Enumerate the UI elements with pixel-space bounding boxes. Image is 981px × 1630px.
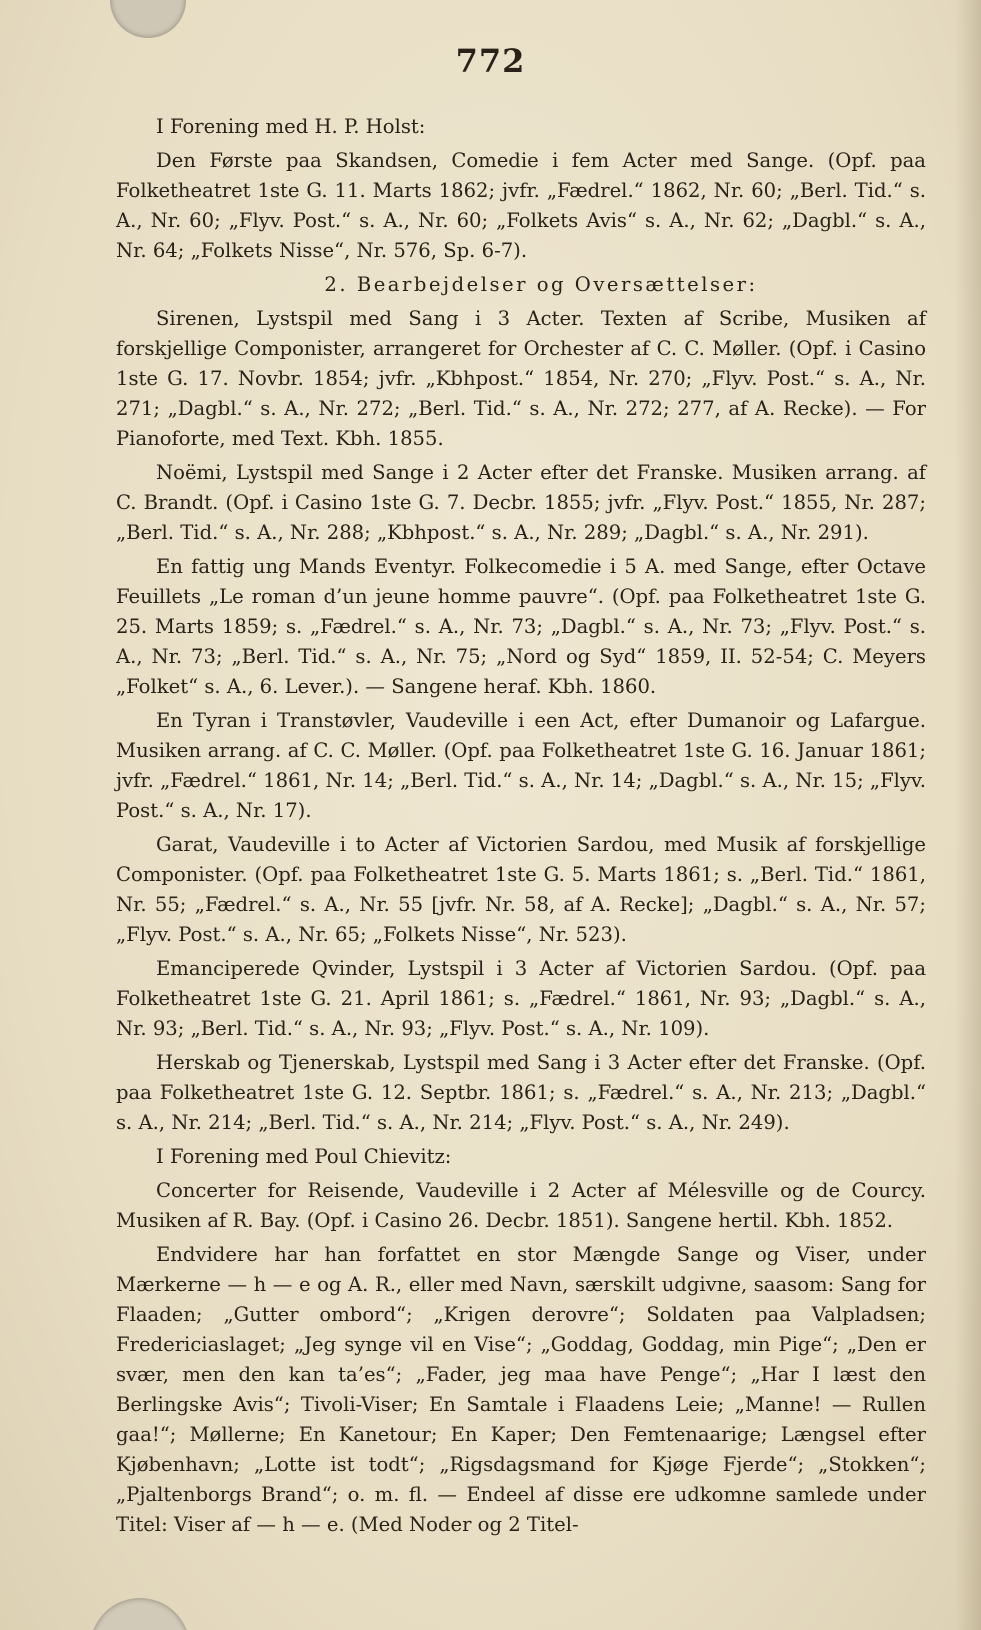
paragraph: Endvidere har han forfattet en stor Mængde Sange og Viser, under Mærkerne — h — e og A. R., eller med Navn, særskilt udgivne, saasom: Sang for Flaaden; „Gutter ombord“; „Krigen derovre“; Soldaten paa Valpladsen; Fredericiaslaget; „Jeg synge vil en Vise“; „Goddag, Goddag, min Pige“; „Den er svær, men den kan ta’es“; „Fader, jeg maa have Penge“; „Har I læst den Berlingske Avis“; Tivoli-Viser; En Samtale i Flaadens Leie; „Manne! — Rullen gaa!“; Møllerne; En Kanetour; En Kaper; Den Femtenaarige; Længsel efter Kjøbenhavn; „Lotte ist todt“; „Rigsdagsmand for Kjøge Fjerde“; „Stokken“; „Pjaltenborgs Brand“; o. m. fl. — Endeel af disse ere udkomne samlede under Titel: Viser af — h — e. (Med Noder og 2 Titel-	[116, 1243, 926, 1536]
paragraph: Garat, Vaudeville i to Acter af Victorien Sardou, med Musik af forskjellige Componister. (Opf. paa Folketheatret 1ste G. 5. Marts 1861; s. „Berl. Tid.“ 1861, Nr. 55; „Fædrel.“ s. A., Nr. 55 [jvfr. Nr. 58, af A. Recke]; „Dagbl.“ s. A., Nr. 57; „Flyv. Post.“ s. A., Nr. 65; „Folkets Nisse“, Nr. 523).	[116, 833, 926, 946]
paragraph: Herskab og Tjenerskab, Lystspil med Sang i 3 Acter efter det Franske. (Opf. paa Folketheatret 1ste G. 12. Septbr. 1861; s. „Fædrel.“ s. A., Nr. 213; „Dagbl.“ s. A., Nr. 214; „Berl. Tid.“ s. A., Nr. 214; „Flyv. Post.“ s. A., Nr. 249).	[116, 1051, 926, 1134]
page-edge-shadow	[955, 0, 981, 1630]
body-text	[116, 112, 926, 1544]
paragraph: Sirenen, Lystspil med Sang i 3 Acter. Texten af Scribe, Musiken af forskjellige Componister, arrangeret for Orchester af C. C. Møller. (Opf. i Casino 1ste G. 17. Novbr. 1854; jvfr. „Kbhpost.“ 1854, Nr. 270; „Flyv. Post.“ s. A., Nr. 271; „Dagbl.“ s. A., Nr. 272; „Berl. Tid.“ s. A., Nr. 272; 277, af A. Recke). — For Pianoforte, med Text. Kbh. 1855.	[116, 307, 926, 450]
paragraph: Den Første paa Skandsen, Comedie i fem Acter med Sange. (Opf. paa Folketheatret 1ste G. 11. Marts 1862; jvfr. „Fædrel.“ 1862, Nr. 60; „Berl. Tid.“ s. A., Nr. 60; „Flyv. Post.“ s. A., Nr. 60; „Folkets Avis“ s. A., Nr. 62; „Dagbl.“ s. A., Nr. 64; „Folkets Nisse“, Nr. 576, Sp. 6-7).	[116, 149, 926, 262]
punch-hole-top	[110, 0, 186, 38]
paragraph: Noëmi, Lystspil med Sange i 2 Acter efter det Franske. Musiken arrang. af C. Brandt. (Opf. i Casino 1ste G. 7. Decbr. 1855; jvfr. „Flyv. Post.“ 1855, Nr. 287; „Berl. Tid.“ s. A., Nr. 288; „Kbhpost.“ s. A., Nr. 289; „Dagbl.“ s. A., Nr. 291).	[116, 461, 926, 544]
section-heading: 2. Bearbejdelser og Oversættelser:	[324, 273, 758, 296]
paragraph: Emanciperede Qvinder, Lystspil i 3 Acter af Victorien Sardou. (Opf. paa Folketheatret 1ste G. 21. April 1861; s. „Fædrel.“ 1861, Nr. 93; „Dagbl.“ s. A., Nr. 93; „Berl. Tid.“ s. A., Nr. 93; „Flyv. Post.“ s. A., Nr. 109).	[116, 957, 926, 1040]
paragraph: I Forening med H. P. Holst:	[156, 115, 426, 138]
paragraph: Concerter for Reisende, Vaudeville i 2 Acter af Mélesville og de Courcy. Musiken af R. Bay. (Opf. i Casino 26. Decbr. 1851). Sangene hertil. Kbh. 1852.	[116, 1179, 926, 1232]
page-number: 772	[455, 42, 526, 80]
paragraph: I Forening med Poul Chievitz:	[156, 1145, 452, 1168]
paragraph: En Tyran i Transtøvler, Vaudeville i een Act, efter Dumanoir og Lafargue. Musiken arrang. af C. C. Møller. (Opf. paa Folketheatret 1ste G. 16. Januar 1861; jvfr. „Fædrel.“ 1861, Nr. 14; „Berl. Tid.“ s. A., Nr. 14; „Dagbl.“ s. A., Nr. 15; „Flyv. Post.“ s. A., Nr. 17).	[116, 709, 926, 822]
punch-hole-bottom	[90, 1598, 190, 1630]
paragraph: En fattig ung Mands Eventyr. Folkecomedie i 5 A. med Sange, efter Octave Feuillets „Le roman d’un jeune homme pauvre“. (Opf. paa Folketheatret 1ste G. 25. Marts 1859; s. „Fædrel.“ s. A., Nr. 73; „Dagbl.“ s. A., Nr. 73; „Flyv. Post.“ s. A., Nr. 73; „Berl. Tid.“ s. A., Nr. 75; „Nord og Syd“ 1859, II. 52-54; C. Meyers „Folket“ s. A., 6. Lever.). — Sangene heraf. Kbh. 1860.	[116, 555, 926, 698]
